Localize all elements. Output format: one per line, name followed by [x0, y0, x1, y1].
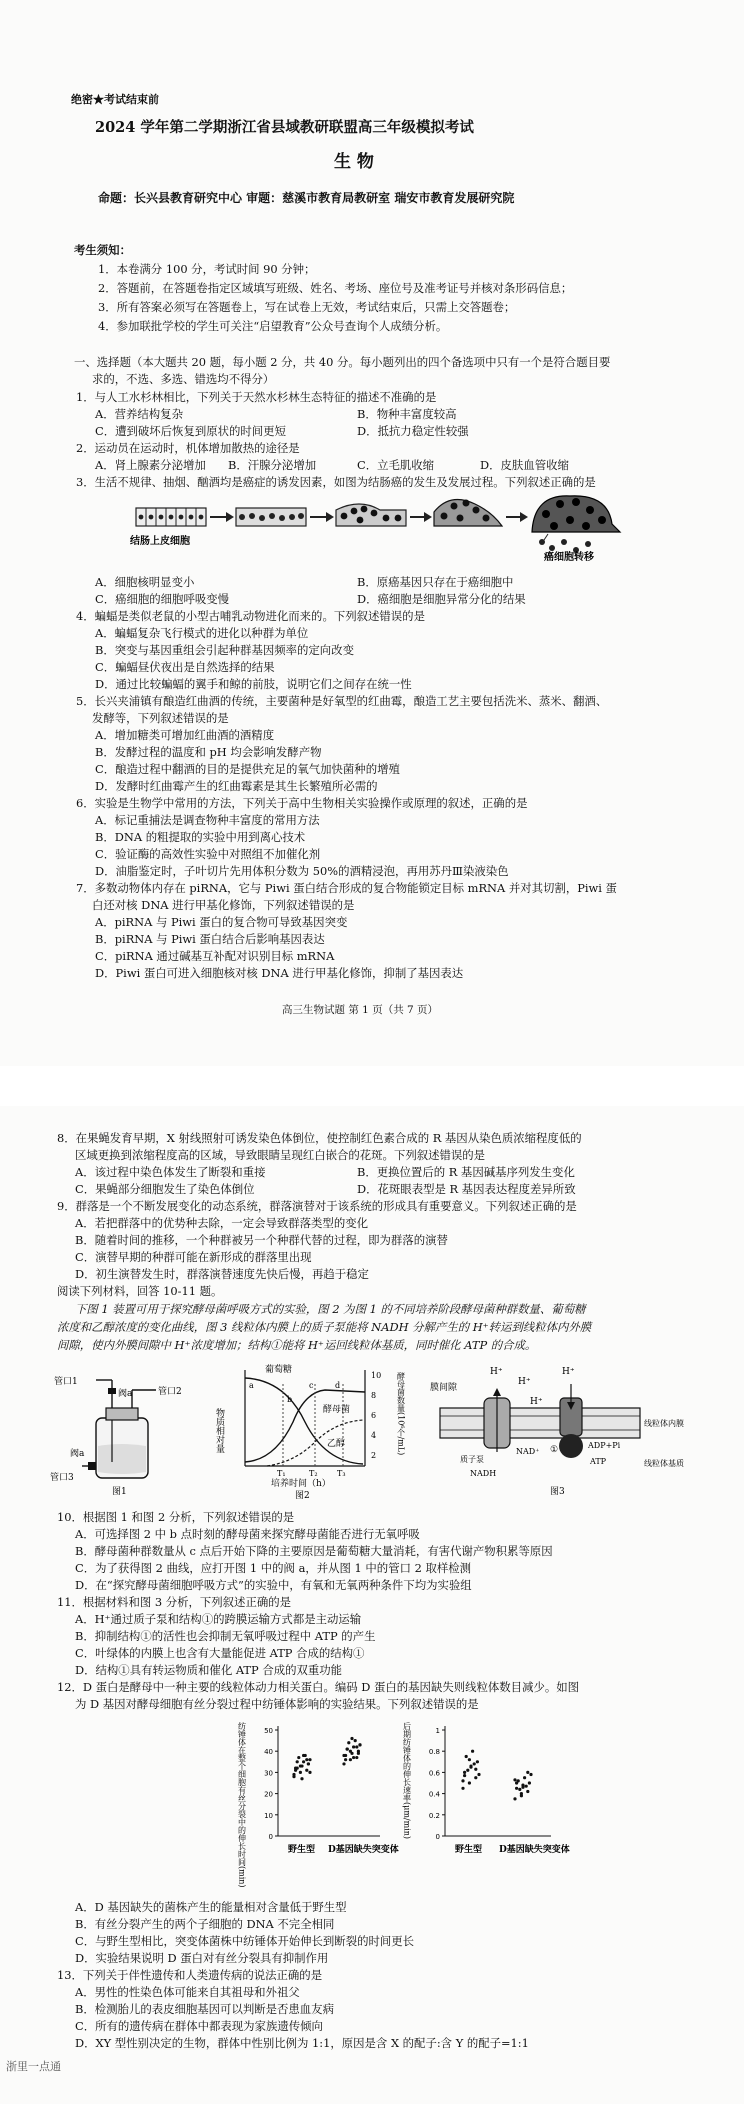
option-d: D．发酵时红曲霉产生的红曲霉素是其生长繁殖所必需的: [95, 779, 378, 793]
data-point: [342, 1762, 345, 1765]
data-point: [523, 1776, 526, 1779]
option-a: A．该过程中染色体发生了断裂和重接: [75, 1165, 266, 1179]
intermembrane-space-label: 膜间隙: [430, 1383, 458, 1393]
y2-tick: 4: [371, 1431, 377, 1440]
data-point: [466, 1769, 469, 1772]
question-stem: 2．运动员在运动时，机体增加散热的途径是: [76, 441, 300, 455]
data-point: [529, 1773, 532, 1776]
option-a: A．营养结构复杂: [95, 407, 183, 421]
ethanol-label: 乙醇: [327, 1439, 346, 1449]
data-point: [357, 1752, 360, 1755]
structure-1-label: ①: [550, 1445, 559, 1455]
data-point: [461, 1787, 464, 1790]
option-c: C．果蝇部分细胞发生了染色体倒位: [75, 1182, 255, 1196]
data-point: [349, 1758, 352, 1761]
data-point: [474, 1768, 477, 1771]
option-b: B．发酵过程的温度和 pH 均会影响发酵产物: [95, 745, 322, 759]
material-text: 间隙，使内外膜间隙中 H⁺浓度增加；结构①能将 H⁺运回线粒体基质，同时催化 ATP 的合成。: [57, 1338, 537, 1352]
data-point: [515, 1781, 518, 1784]
data-point: [302, 1754, 305, 1757]
category-label: 野生型: [455, 1845, 483, 1855]
port-2-label: 管口2: [158, 1387, 182, 1397]
data-point: [526, 1790, 529, 1793]
option-c: C．与野生型相比，突变体菌株中纺锤体开始伸长到断裂的时间更长: [75, 1934, 415, 1948]
data-point: [476, 1760, 479, 1763]
y-tick-label: 40: [264, 1748, 273, 1757]
data-point: [292, 1773, 295, 1776]
section-heading: 一、选择题（本大题共 20 题，每小题 2 分，共 40 分。每小题列出的四个备选项中只有一个是符合题目要: [74, 355, 611, 369]
spindle-elongation-rate-chart: [402, 1718, 570, 1884]
watermark: 浙里一点通: [6, 2060, 61, 2073]
data-point: [308, 1771, 311, 1774]
option-b: B．抑制结构①的活性也会抑制无氧呼吸过程中 ATP 的产生: [75, 1629, 376, 1643]
glucose-label: 葡萄糖: [265, 1365, 293, 1375]
option-b: B．突变与基因重组会引起种群基因频率的定向改变: [95, 643, 354, 657]
y-tick-label: 0: [268, 1833, 273, 1841]
y-tick-label: 30: [264, 1769, 273, 1778]
y-tick-label: 20: [264, 1790, 273, 1799]
question-stem: 4．蝙蝠是类似老鼠的小型古哺乳动物进化而来的。下列叙述错误的是: [76, 609, 425, 623]
colon-cancer-progression-figure: [130, 494, 630, 562]
valve-icon: [108, 1388, 116, 1394]
material-intro: 阅读下列材料，回答 10-11 题。: [57, 1284, 223, 1298]
y2-axis-label: 酵母菌数量(10⁶个/mL): [396, 1372, 406, 1456]
culture-liquid: [98, 1444, 146, 1474]
option-a: A．可选择图 2 中 b 点时刻的酵母菌来探究酵母菌能否进行无氧呼吸: [75, 1527, 420, 1541]
data-point: [468, 1781, 471, 1784]
data-point: [354, 1739, 357, 1742]
data-point: [297, 1756, 300, 1759]
question-stem-cont: 区域更换到浓缩程度高的区域，导致眼睛呈现红白嵌合的花斑。下列叙述错误的是: [75, 1148, 486, 1162]
data-point: [342, 1754, 345, 1757]
data-point: [355, 1756, 358, 1759]
question-stem: 1．与人工水杉林相比，下列关于天然水杉林生态特征的描述不准确的是: [76, 390, 437, 404]
option-c: C．酿造过程中翻酒的目的是提供充足的氧气加快菌种的增殖: [95, 762, 400, 776]
data-point: [513, 1778, 516, 1781]
question-stem: 11．根据材料和图 3 分析，下列叙述正确的是: [57, 1595, 292, 1609]
option-a: A．若把群落中的优势种去除，一定会导致群落类型的变化: [75, 1216, 368, 1230]
option-a: A．piRNA 与 Piwi 蛋白的复合物可导致基因突变: [95, 915, 348, 929]
option-a: A．D 基因缺失的菌株产生的能量相对含量低于野生型: [75, 1900, 347, 1914]
data-point: [358, 1743, 361, 1746]
option-a: A．细胞核明显变小: [95, 575, 195, 589]
y2-tick: 10: [371, 1371, 382, 1380]
option-b: B．更换位置后的 R 基因碱基序列发生变化: [357, 1165, 575, 1179]
question-stem: 5．长兴夹浦镇有酿造红曲酒的传统，主要菌种是好氧型的红曲霉，酿造工艺主要包括洗米、蒸米、翻酒、: [76, 694, 608, 708]
inner-membrane: [440, 1408, 640, 1438]
port-3-label: 管口3: [50, 1473, 74, 1483]
authors-line: 命题：长兴县教育研究中心 审题：慈溪市教育局教研室 瑞安市教育发展研究院: [98, 191, 515, 205]
figure-3-membrane: [430, 1360, 690, 1500]
y-tick-label: 50: [264, 1727, 273, 1735]
y-tick-label: 0: [435, 1833, 440, 1841]
data-point: [518, 1788, 521, 1791]
hplus-label: H⁺: [530, 1397, 543, 1407]
option-c: C．所有的遗传病在群体中都表现为家族遗传倾向: [75, 2019, 323, 2033]
notes-title: 考生须知：: [74, 243, 131, 257]
subject-title: 生 物: [334, 152, 374, 172]
note-item: 4．参加联批学校的学生可关注“启望教育”公众号查询个人成绩分析。: [98, 319, 448, 333]
option-a: A．肾上腺素分泌增加: [95, 458, 206, 472]
valve-icon: [88, 1462, 96, 1470]
category-label: D基因缺失突变体: [499, 1845, 570, 1855]
figure-label-right: 癌细胞转移: [544, 552, 594, 563]
y-tick-label: 0.6: [428, 1769, 440, 1778]
metastasis-stage: [532, 496, 620, 553]
x-tick: T₃: [337, 1469, 346, 1478]
y-tick-label: 0.4: [428, 1790, 440, 1799]
data-point: [525, 1785, 528, 1788]
page-gap: [0, 1066, 744, 1106]
data-point: [468, 1758, 471, 1761]
data-point: [305, 1758, 308, 1761]
option-c: C．遭到破坏后恢复到原状的时间更短: [95, 424, 286, 438]
option-c: C．演替早期的种群可能在新形成的群落里出现: [75, 1250, 312, 1264]
option-d: D．皮肤血管收缩: [480, 458, 569, 472]
data-point: [302, 1760, 305, 1763]
question-stem-cont: 发酵等，下列叙述错误的是: [92, 711, 229, 725]
option-b: B．汗腺分泌增加: [228, 458, 317, 472]
y-axis-label: 后期纺锤体的伸长速率(μm/min): [402, 1722, 412, 1840]
option-c: C．叶绿体的内膜上也含有大量能促进 ATP 合成的结构①: [75, 1646, 365, 1660]
y2-tick: 2: [371, 1451, 377, 1460]
option-b: B．DNA 的粗提取的实验中用到离心技术: [95, 830, 306, 844]
option-a: A．标记重捕法是调查物种丰富度的常用方法: [95, 813, 320, 827]
option-d: D．花斑眼表型是 R 基因表达程度差异所致: [357, 1182, 576, 1196]
note-item: 3．所有答案必须写在答题卷上，写在试卷上无效，考试结束后，只需上交答题卷；: [98, 300, 516, 314]
option-a: A．增加糖类可增加红曲酒的酒精度: [95, 728, 275, 742]
question-stem: 9．群落是一个不断发展变化的动态系统，群落演替对于该系统的形成具有重要意义。下列叙述正确的是: [57, 1199, 577, 1213]
x-tick: T₁: [277, 1469, 286, 1478]
data-point: [346, 1747, 349, 1750]
option-c: C．立毛肌收缩: [357, 458, 435, 472]
data-point: [477, 1773, 480, 1776]
epithelium-stage-1: [136, 508, 206, 526]
question-stem: 3．生活不规律、抽烟、酗酒均是癌症的诱发因素，如图为结肠癌的发生及发展过程。下列叙述正确的是: [76, 475, 596, 489]
option-b: B．piRNA 与 Piwi 蛋白结合后影响基因表达: [95, 932, 325, 946]
matrix-label: 线粒体基质: [644, 1459, 684, 1468]
adp-label: ADP+Pi: [588, 1441, 621, 1450]
y-tick-label: 0.8: [428, 1748, 440, 1757]
figure-label-left: 结肠上皮细胞: [130, 536, 190, 547]
data-point: [355, 1745, 358, 1748]
data-point: [463, 1774, 466, 1777]
data-point: [349, 1750, 352, 1753]
ethanol-curve: [267, 1420, 363, 1466]
y-tick-label: 10: [264, 1811, 273, 1820]
data-point: [469, 1764, 472, 1767]
data-point: [352, 1756, 355, 1759]
data-point: [473, 1762, 476, 1765]
category-label: D基因缺失突变体: [328, 1845, 399, 1855]
option-b: B．酵母菌种群数量从 c 点后开始下降的主要原因是葡萄糖大量消耗，有害代谢产物积累等原因: [75, 1544, 553, 1558]
data-point: [474, 1776, 477, 1779]
question-stem: 10．根据图 1 和图 2 分析，下列叙述错误的是: [57, 1510, 295, 1524]
proton-pump-label: 质子泵: [460, 1455, 484, 1464]
data-point: [299, 1764, 302, 1767]
option-d: D．结构①具有转运物质和催化 ATP 合成的双重功能: [75, 1663, 343, 1677]
section-heading-cont: 求的，不选、多选、错选均不得分）: [92, 372, 275, 386]
data-point: [299, 1771, 302, 1774]
figure-3-caption: 图3: [550, 1487, 565, 1497]
option-b: B．原癌基因只存在于癌细胞中: [357, 575, 514, 589]
inner-membrane-label: 线粒体内膜: [644, 1419, 684, 1428]
page-footer: 高三生物试题 第 1 页（共 7 页）: [282, 1004, 439, 1016]
exam-page-2: [0, 1106, 744, 2104]
data-point: [296, 1767, 299, 1770]
question-stem: 8．在果蝇发育早期，X 射线照射可诱发染色体倒位，使控制红色素合成的 R 基因从染色质浓缩程度低的: [57, 1131, 582, 1145]
material-text: 下图 1 装置可用于探究酵母菌呼吸方式的实验，图 2 为图 1 的不同培养阶段酵母菌种群数量、葡萄糖: [75, 1302, 586, 1316]
question-stem: 12．D 蛋白是酵母中一种主要的线粒体动力相关蛋白。编码 D 蛋白的基因缺失则线粒体数目减少。如图: [57, 1680, 580, 1694]
data-point: [307, 1762, 310, 1765]
option-b: B．随着时间的推移，一个种群被另一个种群代替的过程，即为群落的演替: [75, 1233, 448, 1247]
option-b: B．物种丰富度较高: [357, 407, 457, 421]
option-d: D．油脂鉴定时，子叶切片先用体积分数为 50%的酒精浸泡，再用苏丹Ⅲ染液染色: [95, 864, 509, 878]
data-point: [515, 1787, 518, 1790]
nadh-label: NADH: [470, 1469, 497, 1478]
question-stem: 6．实验是生物学中常用的方法，下列关于高中生物相关实验操作或原理的叙述，正确的是: [76, 796, 528, 810]
data-point: [305, 1769, 308, 1772]
option-b: B．检测胎儿的表皮细胞基因可以判断是否患血友病: [75, 2002, 334, 2016]
y-tick-label: 0.2: [428, 1811, 440, 1820]
data-point: [344, 1758, 347, 1761]
data-point: [300, 1777, 303, 1780]
point-a-label: a: [249, 1381, 254, 1390]
y-axis-label: 物质相对量: [214, 1408, 224, 1453]
data-point: [352, 1745, 355, 1748]
option-c: C．piRNA 通过碱基互补配对识别目标 mRNA: [95, 949, 335, 963]
data-point: [296, 1760, 299, 1763]
option-d: D．初生演替发生时，群落演替速度先快后慢，再趋于稳定: [75, 1267, 369, 1281]
note-item: 1．本卷满分 100 分，考试时间 90 分钟；: [98, 262, 316, 276]
option-c: C．为了获得图 2 曲线，应打开图 1 中的阀 a，并从图 1 中的管口 2 取样检测: [75, 1561, 472, 1575]
option-d: D．Piwi 蛋白可进入细胞核对核 DNA 进行甲基化修饰，抑制了基因表达: [95, 966, 464, 980]
valve-label: 阀a: [118, 1389, 133, 1399]
hplus-label: H⁺: [490, 1367, 503, 1377]
option-d: D．癌细胞是细胞异常分化的结果: [357, 592, 526, 606]
data-point: [513, 1797, 516, 1800]
data-point: [526, 1771, 529, 1774]
question-stem-cont: 为 D 基因对酵母细胞有丝分裂过程中纺锤体影响的实验结果。下列叙述错误的是: [75, 1697, 479, 1711]
epithelium-stage-2: [236, 508, 306, 526]
option-a: A．蝙蝠复杂飞行模式的进化以种群为单位: [95, 626, 309, 640]
secret-label: 绝密★考试结束前: [71, 93, 159, 106]
y2-tick: 8: [371, 1391, 377, 1400]
yeast-label: 酵母菌: [323, 1405, 351, 1415]
hplus-label: H⁺: [562, 1367, 575, 1377]
option-c: C．验证酶的高效性实验中对照组不加催化剂: [95, 847, 321, 861]
y-axis-label: 纺锤体在整个细胞有丝分裂中的伸长时间(min): [237, 1722, 247, 1888]
data-point: [308, 1758, 311, 1761]
figure-1-apparatus: [52, 1362, 192, 1500]
point-b-label: b: [287, 1395, 293, 1404]
option-d: D．抵抗力稳定性较强: [357, 424, 469, 438]
data-point: [465, 1755, 468, 1758]
x-axis-label: 培养时间（h）: [271, 1479, 331, 1489]
exam-title: 2024 学年第二学期浙江省县域教研联盟高三年级模拟考试: [95, 119, 474, 136]
data-point: [520, 1794, 523, 1797]
figure-2-caption: 图2: [295, 1491, 310, 1501]
valve-label: 阀a: [70, 1449, 85, 1459]
option-b: B．有丝分裂产生的两个子细胞的 DNA 不完全相同: [75, 1917, 335, 1931]
y2-tick: 6: [371, 1411, 377, 1420]
x-tick: T₂: [309, 1469, 318, 1478]
data-point: [347, 1741, 350, 1744]
tumor-stage: [434, 500, 502, 527]
point-d-label: d: [335, 1381, 341, 1390]
spindle-elongation-time-chart: [237, 1718, 399, 1888]
option-d: D．在“探究酵母菌细胞呼吸方式”的实验中，有氧和无氧两种条件下均为实验组: [75, 1578, 472, 1592]
figure-1-caption: 图1: [112, 1487, 127, 1497]
bottle-stopper: [106, 1408, 138, 1420]
atp-synthase-head: [559, 1434, 583, 1458]
hplus-label: H⁺: [518, 1377, 531, 1387]
point-c-label: c: [309, 1381, 314, 1390]
question-stem-cont: 白还对核 DNA 进行甲基化修饰，下列叙述错误的是: [92, 898, 355, 912]
epithelium-stage-3: [336, 504, 406, 526]
option-c: C．蝙蝠昼伏夜出是自然选择的结果: [95, 660, 275, 674]
data-point: [528, 1781, 531, 1784]
data-point: [521, 1786, 524, 1789]
atp-label: ATP: [590, 1457, 607, 1466]
question-stem: 7．多数动物体内存在 piRNA，它与 Piwi 蛋白结合形成的复合物能锁定目标 mRNA 并对其切割，Piwi 蛋: [76, 881, 617, 895]
question-stem: 13．下列关于伴性遗传和人类遗传病的说法正确的是: [57, 1968, 323, 1982]
category-label: 野生型: [288, 1845, 316, 1855]
option-a: A．男性的性染色体可能来自其祖母和外祖父: [75, 1985, 300, 1999]
option-c: C．癌细胞的细胞呼吸变慢: [95, 592, 230, 606]
y-tick-label: 1: [435, 1727, 440, 1735]
data-point: [463, 1771, 466, 1774]
data-point: [471, 1750, 474, 1753]
note-item: 2．答题前，在答题卷指定区域填写班级、姓名、考场、座位号及准考证号并核对条形码信息；: [98, 281, 573, 295]
nad-label: NAD⁺: [516, 1447, 540, 1456]
port-1-label: 管口1: [54, 1377, 78, 1387]
data-point: [350, 1737, 353, 1740]
option-d: D．XY 型性别决定的生物，群体中性别比例为 1:1，原因是含 X 的配子:含 Y 的配子=1:1: [75, 2036, 529, 2050]
option-d: D．实验结果说明 D 蛋白对有丝分裂具有抑制作用: [75, 1951, 329, 1965]
option-a: A．H⁺通过质子泵和结构①的跨膜运输方式都是主动运输: [75, 1612, 362, 1626]
material-text: 浓度和乙醇浓度的变化曲线，图 3 线粒体内膜上的质子泵能将 NADH 分解产生的 H⁺转运到线粒体内外膜: [57, 1320, 592, 1334]
option-d: D．通过比较蝙蝠的翼手和鲸的前肢，说明它们之间存在统一性: [95, 677, 412, 691]
data-point: [461, 1779, 464, 1782]
figure-2-curves: [215, 1362, 415, 1500]
